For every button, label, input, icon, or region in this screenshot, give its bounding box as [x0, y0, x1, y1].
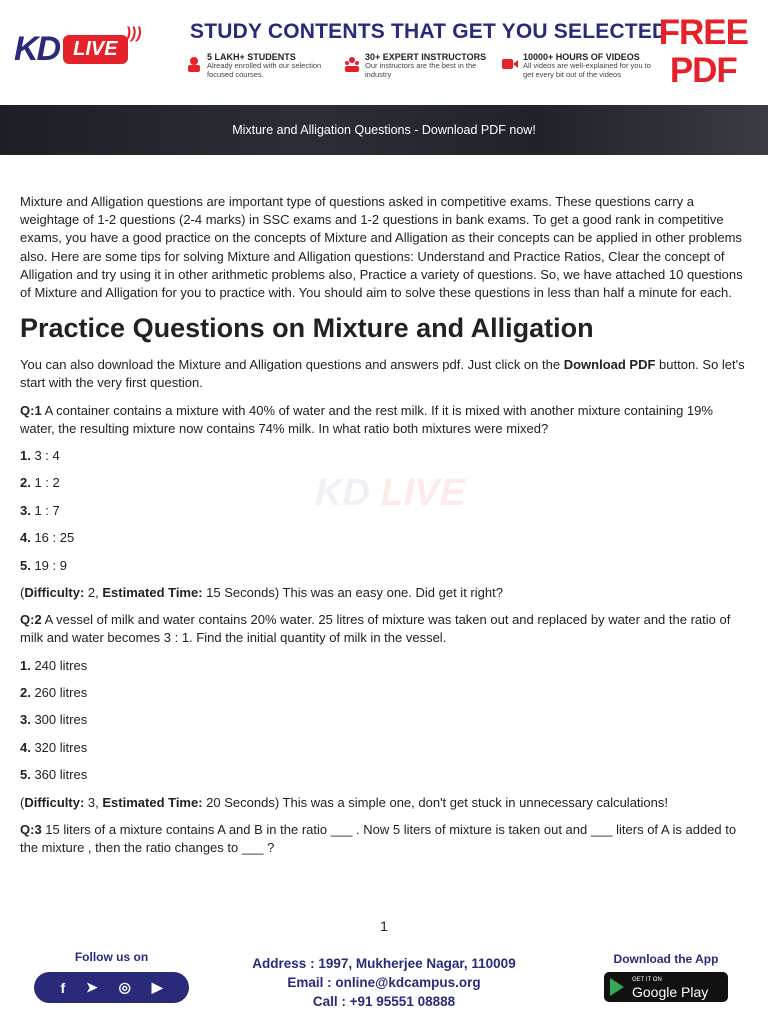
- person-icon: [186, 56, 202, 72]
- option-number: 4.: [20, 530, 31, 546]
- email-line[interactable]: Email : online@kdcampus.org: [287, 975, 481, 990]
- time-label: Estimated Time:: [102, 794, 203, 810]
- document-body: [20, 193, 750, 857]
- banner-text: Mixture and Alligation Questions - Download PDF now!: [232, 123, 536, 137]
- question-text: A vessel of milk and water contains 20% water. 25 litres of mixture was taken out and replaced by water and the ratio of milk and water becomes 3 : 1. Find the initial quantity of milk in the vessel.: [20, 612, 731, 646]
- option-text: 19 : 9: [30, 557, 67, 573]
- option-number: 3.: [20, 712, 31, 728]
- intro-paragraph: Mixture and Alligation questions are important type of questions asked in competitive exams. These questions carry a weightage of 1-2 questions (2-4 marks) in SSC exams and 1-2 questions in bank exams. To get a good rank in competitive exams, you have a good practice on the concepts of Mixture and Alligation as their concepts can be applied in other problems also. Here are some tips for solving Mixture and Alligation questions: Understand and Practice Ratios, Clear the concept of Alligation and try using it in other arithmetic problems also, Practice a variety of questions. So, we have attached 10 questions of Mixture and Alligation for you to practice with. You should aim to solve these questions in less than half a minute for each.: [20, 194, 743, 301]
- pdf-text: PDF: [669, 51, 737, 90]
- free-text: FREE: [658, 13, 748, 52]
- watermark-logo: KD LIVE: [315, 472, 465, 514]
- option-number: 2.: [20, 475, 31, 491]
- spacer: [20, 602, 750, 611]
- question-2: [20, 611, 750, 647]
- option-text: 1 : 2: [30, 475, 60, 491]
- logo-live-badge: [63, 25, 142, 64]
- call-line[interactable]: Call : +91 95551 08888: [312, 994, 456, 1009]
- option: [20, 657, 750, 684]
- option-number: 1.: [20, 657, 31, 673]
- option-number: 5.: [20, 767, 31, 783]
- broadcast-icon: ))): [125, 25, 142, 42]
- google-play-button[interactable]: [604, 972, 728, 1002]
- option: [20, 529, 750, 556]
- option: [20, 711, 750, 738]
- option-number: 4.: [20, 739, 31, 755]
- header-title: STUDY CONTENTS THAT GET YOU SELECTED: [190, 20, 668, 43]
- google-play-text: Google Play: [632, 983, 709, 1000]
- title-banner: [0, 105, 768, 155]
- contact-info: [200, 954, 568, 1011]
- difficulty-line: (Difficulty: 2, Estimated Time: 15 Seconds) This was an easy one. Did get it right?: [20, 584, 503, 600]
- question-1: [20, 402, 750, 438]
- option: [20, 557, 750, 584]
- question-label: Q:1: [20, 402, 42, 418]
- question-3: [20, 821, 750, 857]
- logo-kd-text: KD: [14, 30, 60, 68]
- option-text: 240 litres: [30, 657, 88, 673]
- spacer: [20, 393, 750, 402]
- option-number: 1.: [20, 448, 31, 464]
- follow-title: Follow us on: [74, 950, 149, 964]
- header: [0, 0, 768, 105]
- option: [20, 766, 750, 793]
- option-text: 320 litres: [30, 739, 88, 755]
- instagram-icon[interactable]: ◎: [118, 979, 131, 995]
- difficulty-label: Difficulty:: [24, 794, 85, 810]
- option-number: 2.: [20, 684, 31, 700]
- stat-sub: Our instructors are the best in the industry: [365, 61, 477, 79]
- option-text: 360 litres: [30, 767, 88, 783]
- option-text: 3 : 4: [30, 448, 60, 464]
- stat-students: [186, 52, 336, 79]
- option: [20, 739, 750, 766]
- question-text: 15 liters of a mixture contains A and B in the ratio ___ . Now 5 liters of mixture is taken out and ___ liters of A is added to the mixture , then the ratio changes to ___ ?: [20, 821, 737, 855]
- difficulty-value: 2,: [84, 584, 103, 600]
- telegram-icon[interactable]: ➤: [86, 979, 98, 995]
- option-number: 3.: [20, 502, 31, 518]
- app-title: Download the App: [613, 952, 719, 966]
- option-text: 1 : 7: [30, 502, 60, 518]
- question-text: A container contains a mixture with 40% of water and the rest milk. If it is mixed with another mixture containing 19% water, the resulting mixture now contains 74% milk. In what ratio both mixtures were mixed?: [20, 402, 713, 436]
- google-play-label: [632, 975, 708, 1000]
- time-value: 20 Seconds) This was a simple one, don't get stuck in unnecessary calculations!: [202, 794, 668, 810]
- header-stats: [186, 52, 652, 79]
- download-app: [604, 952, 728, 1002]
- time-value: 15 Seconds) This was an easy one. Did get it right?: [202, 584, 503, 600]
- option: [20, 684, 750, 711]
- page-number: 1: [380, 918, 388, 934]
- stat-title: 10000+ HOURS OF VIDEOS: [523, 52, 640, 62]
- stat-videos: [502, 52, 652, 79]
- difficulty-line: (Difficulty: 3, Estimated Time: 20 Seconds) This was a simple one, don't get stuck in unnecessary calculations!: [20, 794, 668, 810]
- option-number: 5.: [20, 557, 31, 573]
- stat-sub: Already enrolled with our selection focused courses.: [207, 61, 322, 79]
- kd-live-logo[interactable]: [14, 25, 142, 69]
- option-text: 300 litres: [30, 712, 88, 728]
- video-icon: [502, 56, 518, 72]
- play-store-icon: [610, 978, 624, 996]
- download-paragraph: [20, 356, 750, 392]
- free-pdf-badge: [659, 14, 748, 90]
- difficulty-value: 3,: [84, 794, 103, 810]
- question-label: Q:2: [20, 612, 42, 628]
- option: [20, 474, 750, 501]
- section-heading: Practice Questions on Mixture and Alligation: [20, 313, 594, 344]
- youtube-icon[interactable]: ▶: [151, 979, 163, 995]
- get-it-on-text: GET IT ON: [632, 976, 662, 983]
- stat-instructors: [344, 52, 494, 79]
- option: [20, 447, 750, 474]
- time-label: Estimated Time:: [102, 584, 203, 600]
- download-pdf-emphasis: Download PDF: [563, 357, 656, 373]
- download-text: You can also download the Mixture and Alligation questions and answers pdf. Just click on the: [20, 357, 564, 373]
- question-label: Q:3: [20, 821, 42, 837]
- stat-sub: All videos are well-explained for you to get every bit out of the videos: [523, 61, 651, 79]
- option-text: 16 : 25: [30, 530, 75, 546]
- spacer: [20, 812, 750, 821]
- option-text: 260 litres: [30, 684, 88, 700]
- spacer: [20, 648, 750, 657]
- logo-live-text: LIVE: [73, 38, 118, 60]
- spacer: [20, 438, 750, 447]
- social-bar: [34, 972, 189, 1003]
- address-line: Address : 1997, Mukherjee Nagar, 110009: [252, 956, 516, 971]
- stat-title: 5 LAKH+ STUDENTS: [207, 52, 296, 62]
- instructor-icon: [344, 56, 360, 72]
- download-text-end: button. So let's start with the very first question.: [20, 357, 745, 391]
- difficulty-label: Difficulty:: [24, 584, 85, 600]
- facebook-icon[interactable]: f: [60, 979, 66, 996]
- follow-us: [34, 950, 189, 1003]
- option: [20, 502, 750, 529]
- stat-title: 30+ EXPERT INSTRUCTORS: [365, 52, 487, 62]
